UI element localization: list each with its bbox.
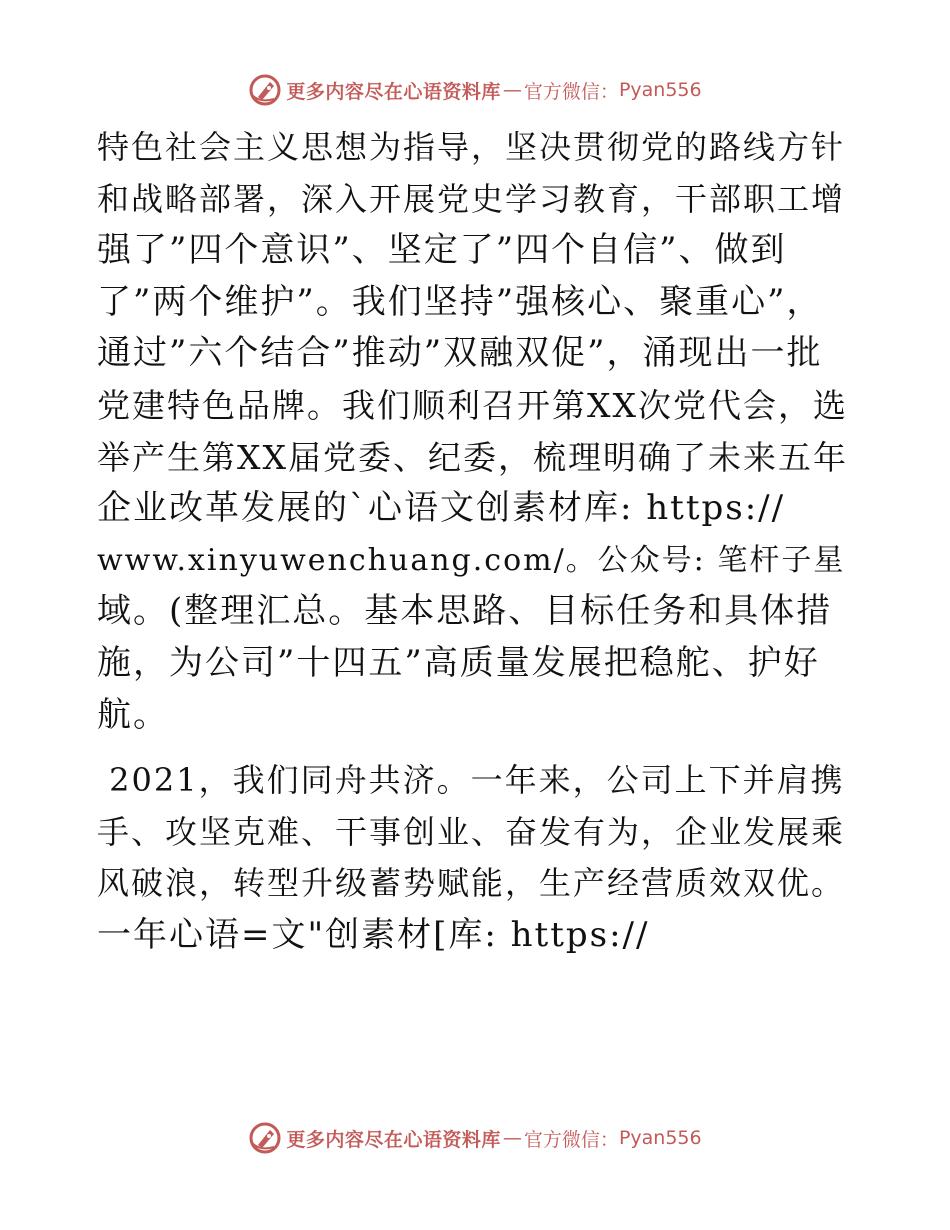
- header-watermark: [0, 70, 950, 110]
- document-body: [97, 122, 857, 962]
- paragraph-gap: [97, 741, 857, 755]
- text-line: 党建特色品牌。我们顺利召开第XX次党代会，选: [97, 385, 848, 425]
- text-line: 域。(整理汇总。基本思路、目标任务和具体措: [97, 591, 833, 632]
- text-line: 特色社会主义思想为指导，坚决贯彻党的路线方针: [97, 128, 846, 166]
- text-line: 风破浪，转型升级蓄势赋能，生产经营质效双优。: [97, 864, 846, 903]
- text-line: 航。: [97, 694, 169, 735]
- banner-dash: —: [502, 79, 522, 101]
- wechat-label: 官方微信：: [523, 80, 619, 103]
- text-line: 企业改革发展的`心语文创素材库: https://: [97, 488, 786, 529]
- wechat-id: Pyan556: [618, 1127, 702, 1149]
- banner-dash: —: [502, 1127, 522, 1149]
- paragraph-1: [97, 122, 857, 741]
- text-line: 2021，我们同舟共济。一年来，公司上下并肩携: [97, 761, 845, 800]
- site-name: 更多内容尽在心语资料库: [286, 1128, 501, 1151]
- pen-nib-logo-icon: [248, 1121, 282, 1155]
- text-line: 举产生第XX届党委、纪委，梳理明确了未来五年: [97, 437, 848, 477]
- paragraph-2: [97, 755, 857, 961]
- text-line: 强了”四个意识”、坚定了”四个自信”、做到: [97, 230, 787, 271]
- footer-watermark: [0, 1118, 950, 1158]
- text-line: 和战略部署，深入开展党史学习教育，干部职工增: [97, 179, 846, 218]
- text-line: 了”两个维护”。我们坚持”强核心、聚重心”，: [97, 281, 823, 322]
- text-line: 手、攻坚克难、干事创业、奋发有为，企业发展乘: [97, 812, 846, 851]
- pen-nib-logo-icon: [248, 73, 282, 107]
- site-name: 更多内容尽在心语资料库: [286, 80, 501, 103]
- text-line: www.xinyuwenchuang.com/。公众号: 笔杆子星: [97, 542, 846, 578]
- wechat-id: Pyan556: [618, 79, 702, 101]
- text-line: 通过”六个结合”推动”双融双促”，涌现出一批: [97, 333, 823, 374]
- wechat-label: 官方微信：: [523, 1128, 619, 1151]
- text-line: 一年心语=文"创素材[库: https://: [97, 914, 650, 955]
- text-line: 施，为公司”十四五”高质量发展把稳舵、护好: [97, 642, 820, 683]
